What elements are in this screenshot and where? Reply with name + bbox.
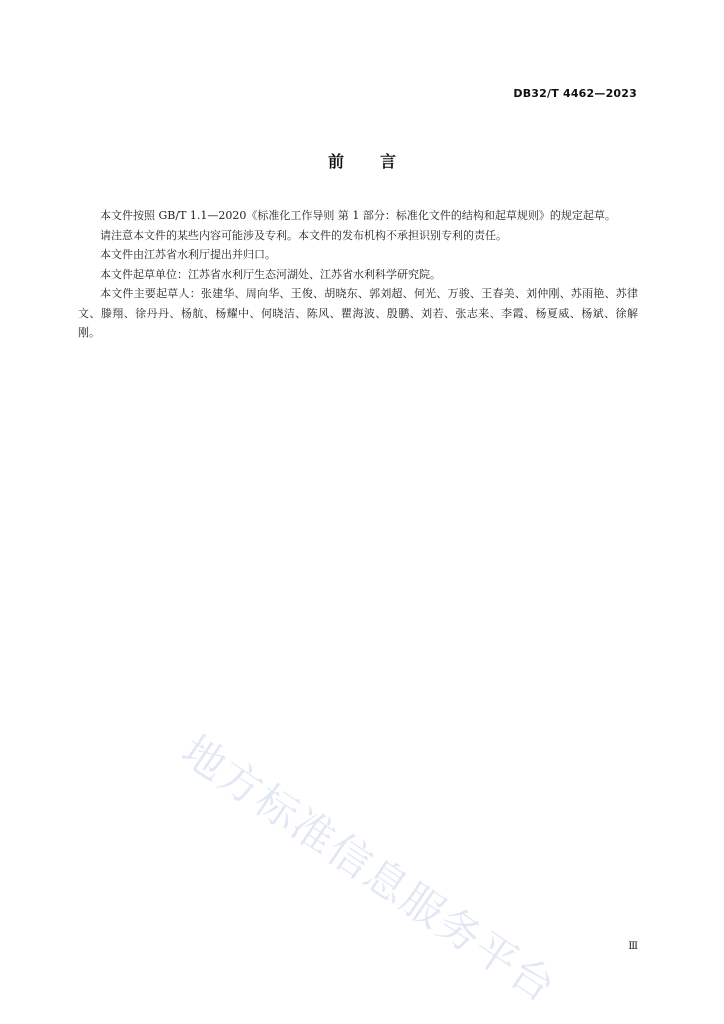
page-number: Ⅲ — [628, 941, 638, 952]
watermark: 地方标准信息服务平台 — [172, 725, 566, 1013]
foreword-paragraph: 本文件由江苏省水利厅提出并归口。 — [100, 248, 276, 261]
foreword-paragraph: 本文件按照 GB/T 1.1—2020《标准化工作导则 第 1 部分：标准化文件的结构和起草规则》的规定起草。 — [100, 209, 616, 222]
foreword-paragraph: 本文件主要起草人：张建华、周向华、王俊、胡晓东、郭刘超、何光、万骏、王春美、刘仲刚、苏雨艳、苏律文、滕翔、徐丹丹、杨航、杨耀中、何晓洁、陈风、瞿海波、殷鹏、刘若、张志来、李霞、杨夏威、杨斌、徐解刚。 — [78, 287, 638, 339]
document-code: DB32/T 4462—2023 — [513, 87, 637, 100]
foreword-paragraph: 本文件起草单位：江苏省水利厅生态河湖处、江苏省水利科学研究院。 — [100, 267, 441, 281]
page-title: 前言 — [327, 152, 432, 171]
foreword-content — [78, 206, 638, 343]
foreword-paragraph: 请注意本文件的某些内容可能涉及专利。本文件的发布机构不承担识别专利的责任。 — [100, 228, 507, 242]
